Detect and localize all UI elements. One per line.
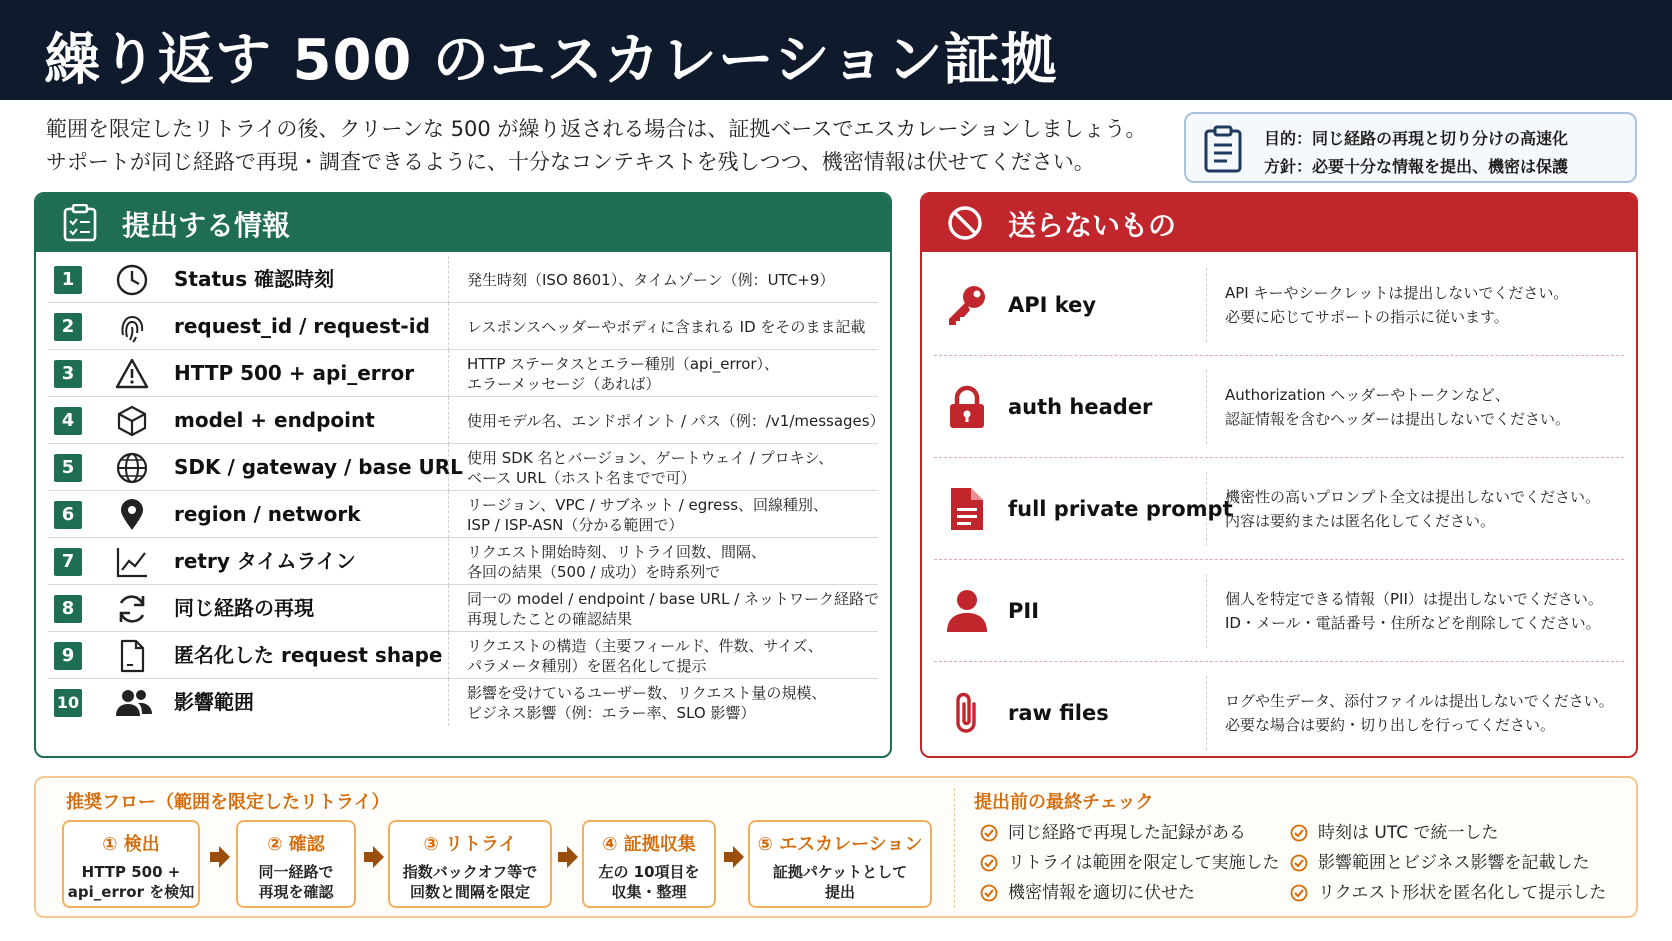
key-icon: [944, 282, 990, 328]
line-chart-icon: [114, 544, 150, 580]
submit-item-region-network: [48, 491, 878, 538]
checklist-title: 提出前の最終チェック: [974, 792, 1154, 813]
item-label: model + endpoint: [174, 408, 375, 432]
policy-line: 方針：必要十分な情報を提出、機密は保護: [1264, 157, 1569, 176]
fingerprint-icon: [114, 309, 150, 345]
item-label: PII: [1008, 599, 1040, 623]
submit-item-same-path: [48, 585, 878, 632]
desc-line: Authorization ヘッダーやトークンなど、: [1225, 386, 1510, 404]
desc-line: 証拠パケットとして: [772, 863, 908, 881]
item-description: [448, 444, 868, 491]
prohibited-icon: [946, 204, 984, 242]
checklist-item-text: 同じ経路で再現した記録がある: [1008, 823, 1246, 843]
step-title: ① 検出: [102, 834, 160, 855]
item-description: [1206, 574, 1616, 648]
arrow-right-icon: [364, 846, 384, 868]
desc-line: 機密性の高いプロンプト全文は提出しないでください。: [1225, 488, 1601, 506]
submit-info-panel: [34, 192, 892, 758]
globe-icon: [114, 450, 150, 486]
submit-item-retry-timeline: [48, 538, 878, 585]
flow-step-detect: [62, 820, 200, 908]
desc-line: HTTP 500 +: [81, 863, 181, 881]
item-number: 4: [54, 407, 82, 435]
person-icon: [944, 588, 990, 634]
submit-item-model-endpoint: [48, 397, 885, 444]
check-circle-icon: [980, 884, 998, 902]
submit-item-status-time: [48, 256, 878, 303]
item-description: [448, 303, 868, 350]
item-number: 7: [54, 548, 82, 576]
item-description: [448, 350, 868, 397]
flow-step-escalate: [748, 820, 932, 908]
desc-line: 内容は要約または匿名化してください。: [1225, 512, 1496, 530]
nosend-item-raw-files: [934, 662, 1624, 758]
intro-text: [46, 113, 1147, 179]
item-label: 匿名化した request shape: [174, 643, 443, 667]
step-description: [390, 862, 550, 902]
users-icon: [114, 685, 154, 721]
desc-line: ID・メール・電話番号・住所などを削除してください。: [1225, 614, 1601, 632]
checklist-item-text: 影響範囲とビジネス影響を記載した: [1318, 853, 1590, 873]
item-number: 9: [54, 642, 82, 670]
item-number: 8: [54, 595, 82, 623]
item-label: request_id / request-id: [174, 314, 430, 338]
check-circle-icon: [1290, 854, 1308, 872]
desc-line: API キーやシークレットは提出しないでください。: [1225, 284, 1569, 302]
item-label: Status 確認時刻: [174, 267, 335, 291]
item-label: 影響範囲: [174, 690, 254, 714]
desc-line: 左の 10項目を: [598, 863, 700, 881]
desc-line: 指数バックオフ等で: [402, 863, 538, 881]
intro-line-1: 範囲を限定したリトライの後、クリーンな 500 が繰り返される場合は、証拠ベースでエスカレーションしましょう。: [46, 117, 1147, 141]
item-description: [1206, 676, 1616, 750]
desc-line: api_error を検知: [67, 883, 195, 901]
desc-line: 同一の model / endpoint / base URL / ネットワーク経路で: [467, 589, 880, 608]
nosend-item-auth-header: [934, 356, 1624, 458]
desc-line: ベース URL（ホスト名までで可）: [467, 468, 696, 487]
flow-title: 推奨フロー（範囲を限定したリトライ）: [66, 792, 390, 813]
submit-item-http-500: [48, 350, 878, 397]
flow-step-retry: [388, 820, 552, 908]
check-circle-icon: [980, 824, 998, 842]
refresh-icon: [114, 591, 150, 627]
submit-item-request-shape: [48, 632, 878, 679]
flow-step-collect: [582, 820, 716, 908]
item-description: [1206, 268, 1616, 342]
flow-step-confirm: [236, 820, 356, 908]
item-label: 同じ経路の再現: [174, 596, 314, 620]
desc-line: 必要に応じてサポートの指示に従います。: [1225, 308, 1509, 326]
desc-line: 影響を受けているユーザー数、リクエスト量の規模、: [467, 683, 827, 702]
step-title: ④ 証拠収集: [602, 834, 696, 855]
item-number: 2: [54, 313, 82, 341]
submit-panel-header: [36, 194, 890, 252]
checklist-item-text: 機密情報を適切に伏せた: [1008, 883, 1195, 903]
submit-item-impact: [48, 679, 878, 726]
step-title: ③ リトライ: [423, 834, 517, 855]
section-divider: [954, 788, 955, 908]
item-description: [1206, 472, 1616, 546]
desc-line: 必要な場合は要約・切り出しを行ってください。: [1225, 716, 1556, 734]
desc-line: ビジネス影響（例：エラー率、SLO 影響）: [467, 703, 756, 722]
check-circle-icon: [1290, 884, 1308, 902]
desc-line: 回数と間隔を限定: [409, 883, 530, 901]
desc-line: リージョン、VPC / サブネット / egress、回線種別、: [467, 495, 829, 514]
item-label: SDK / gateway / base URL: [174, 455, 463, 479]
checklist-item-text: 時刻は UTC で統一した: [1318, 823, 1499, 843]
page-title: 繰り返す 500 のエスカレーション証拠: [44, 28, 1058, 93]
checklist-icon: [62, 204, 98, 242]
desc-line: 再現を確認: [258, 883, 334, 901]
item-label: region / network: [174, 502, 361, 526]
item-number: 5: [54, 454, 82, 482]
purpose-line: 目的：同じ経路の再現と切り分けの高速化: [1264, 129, 1569, 148]
desc-line: 各回の結果（500 / 成功）を時系列で: [467, 562, 721, 581]
location-pin-icon: [114, 497, 150, 533]
item-label: HTTP 500 + api_error: [174, 361, 415, 385]
do-not-send-panel: [920, 192, 1638, 758]
desc-line: ISP / ISP-ASN（分かる範囲で）: [467, 515, 684, 534]
checklist-item-text: リクエスト形状を匿名化して提示した: [1318, 883, 1607, 903]
desc-line: ログや生データ、添付ファイルは提出しないでください。: [1225, 692, 1614, 710]
item-number: 3: [54, 360, 82, 388]
item-description: [448, 632, 868, 679]
desc-line: 個人を特定できる情報（PII）は提出しないでください。: [1225, 590, 1603, 608]
item-description: [448, 491, 868, 538]
nosend-item-private-prompt: [934, 458, 1624, 560]
file-text-icon: [944, 486, 990, 532]
warning-icon: [114, 356, 150, 392]
bottom-section: [34, 776, 1638, 918]
submit-panel-title: 提出する情報: [122, 209, 291, 242]
arrow-right-icon: [210, 846, 230, 868]
nosend-item-api-key: [934, 254, 1624, 356]
item-label: raw files: [1008, 701, 1109, 725]
lock-icon: [944, 384, 990, 430]
nosend-panel-title: 送らないもの: [1008, 209, 1177, 242]
cube-icon: [114, 403, 150, 439]
desc-line: エラーメッセージ（あれば）: [467, 374, 661, 393]
desc-line: 使用モデル名、エンドポイント / パス（例：/v1/messages）: [467, 411, 885, 430]
item-description: [448, 256, 868, 303]
check-circle-icon: [980, 854, 998, 872]
desc-line: 収集・整理: [611, 883, 687, 901]
desc-line: 提出: [824, 883, 855, 901]
item-description: [448, 679, 868, 726]
intro-line-2: サポートが同じ経路で再現・調査できるように、十分なコンテキストを残しつつ、機密情報は伏せてください。: [46, 150, 1095, 174]
header-bar: [0, 0, 1672, 100]
item-number: 1: [54, 266, 82, 294]
nosend-item-pii: [934, 560, 1624, 662]
step-title: ⑤ エスカレーション: [757, 834, 923, 855]
desc-line: 同一経路で: [258, 863, 334, 881]
nosend-panel-header: [922, 194, 1636, 252]
desc-line: リクエスト開始時刻、リトライ回数、間隔、: [467, 542, 766, 561]
clipboard-icon: [1203, 125, 1243, 173]
item-number: 10: [54, 689, 82, 717]
item-description: [448, 397, 885, 444]
item-description: [448, 538, 868, 585]
step-description: [584, 862, 714, 902]
step-description: [64, 862, 198, 902]
item-description: [1206, 370, 1616, 444]
desc-line: 使用 SDK 名とバージョン、ゲートウェイ / プロキシ、: [467, 448, 834, 467]
desc-line: HTTP ステータスとエラー種別（api_error）、: [467, 354, 780, 373]
arrow-right-icon: [558, 846, 578, 868]
item-label: API key: [1008, 293, 1097, 317]
desc-line: 認証情報を含むヘッダーは提出しないでください。: [1225, 410, 1571, 428]
desc-line: レスポンスヘッダーやボディに含まれる ID をそのまま記載: [467, 317, 866, 336]
arrow-right-icon: [724, 846, 744, 868]
submit-item-request-id: [48, 303, 878, 350]
item-number: 6: [54, 501, 82, 529]
step-title: ② 確認: [267, 834, 325, 855]
purpose-box: [1184, 112, 1637, 183]
desc-line: 再現したことの確認結果: [467, 609, 633, 628]
desc-line: 発生時刻（ISO 8601）、タイムゾーン（例：UTC+9）: [467, 270, 835, 289]
item-label: full private prompt: [1008, 497, 1233, 521]
desc-line: パラメータ種別）を匿名化して提示: [467, 656, 707, 675]
desc-line: リクエストの構造（主要フィールド、件数、サイズ、: [467, 636, 823, 655]
item-label: retry タイムライン: [174, 549, 356, 573]
item-description: [448, 585, 880, 632]
check-circle-icon: [1290, 824, 1308, 842]
step-description: [238, 862, 354, 902]
paperclip-icon: [944, 690, 990, 736]
item-label: auth header: [1008, 395, 1153, 419]
step-description: [750, 862, 930, 902]
document-icon: [114, 638, 150, 674]
clock-icon: [114, 262, 150, 298]
submit-item-sdk-gateway: [48, 444, 878, 491]
checklist-item-text: リトライは範囲を限定して実施した: [1008, 853, 1280, 873]
